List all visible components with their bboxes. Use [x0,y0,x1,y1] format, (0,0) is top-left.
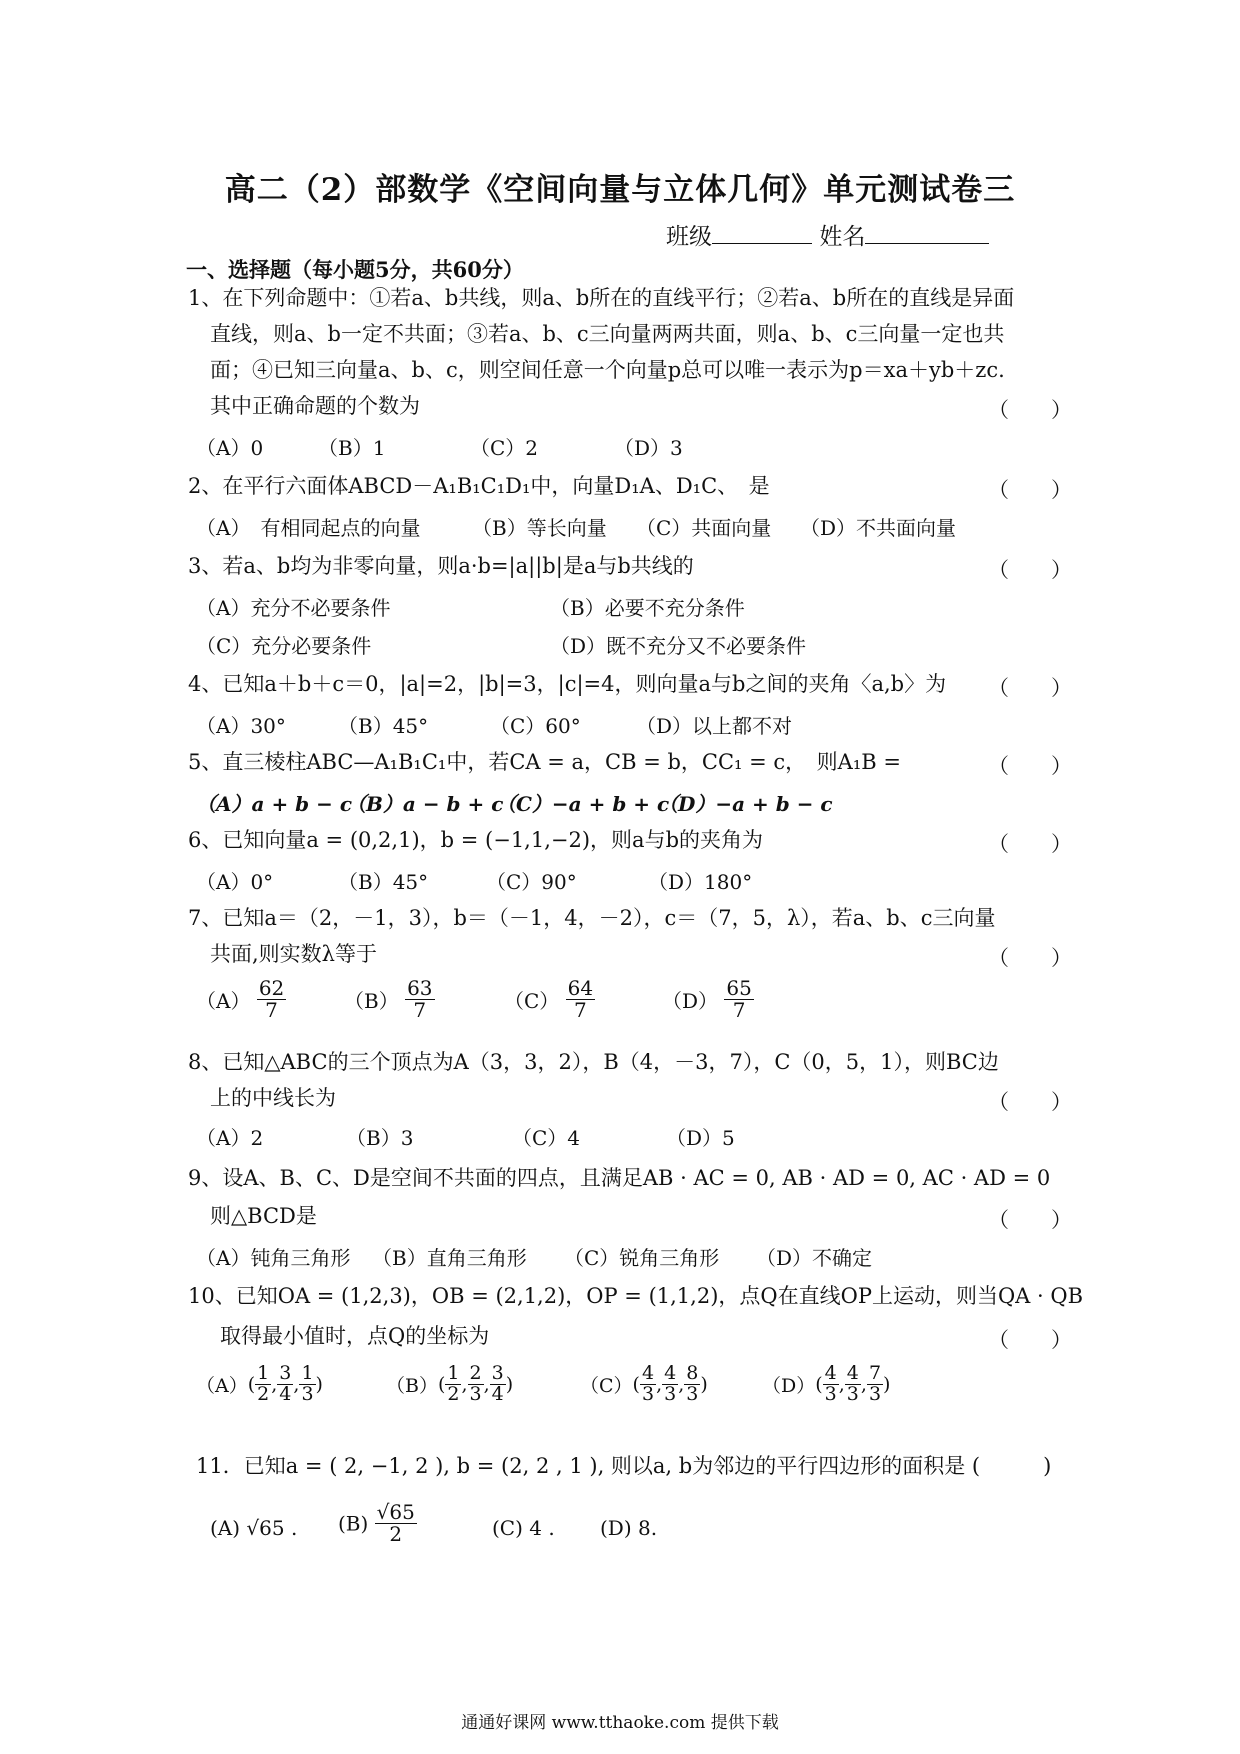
question-3-options [196,592,1096,662]
option: (C) 4 . [492,1516,555,1540]
right-paren: ) [315,1373,323,1396]
denominator: 3 [301,1382,314,1405]
fraction [468,1364,484,1405]
fraction [445,1364,461,1405]
numerator: 7 [868,1362,882,1384]
fraction [684,1364,700,1405]
question-7-line-1: 7、已知a＝（2，－1，3），b＝（－1，4，－2），c＝（7，5，λ），若a、b、c三向量 [188,906,996,930]
numerator: √65 [376,1500,415,1524]
option: （B）1 [318,436,386,460]
option: （C）90° [486,870,577,894]
option: （B）45° [338,870,429,894]
question-6-answer-paren: （ ） [988,832,1072,856]
fraction [405,978,434,1021]
numerator: 64 [567,976,594,1000]
option-letter: （B） [344,989,399,1013]
student-info-line [666,218,989,251]
option: （D）以上都不对 [636,714,793,738]
option: （A）2 [196,1126,264,1150]
question-2-answer-paren: （ ） [988,478,1072,502]
question-8-options [196,1122,1096,1152]
left-paren: ( [247,1373,256,1396]
question-1-line-1: 1、在下列命题中：①若a、b共线，则a、b所在的直线平行；②若a、b所在的直线是异面 [188,286,1015,310]
footer: 通通好课网 www.tthaoke.com 提供下载 [461,1713,779,1733]
fraction [257,978,286,1021]
question-6-options [196,866,1096,896]
question-2-text: 2、在平行六面体ABCD－A₁B₁C₁D₁中，向量D₁A、D₁C、 是 [188,474,770,498]
page-title: 高二（2）部数学《空间向量与立体几何》单元测试卷三 [224,172,1016,208]
numerator: 3 [491,1362,504,1384]
fraction [299,1364,315,1405]
option: (A) √65 . [210,1516,298,1540]
denominator: 3 [868,1382,882,1405]
option: （A）30° [196,714,286,738]
option: （B）45° [338,714,429,738]
option: （D）−a + b − c [658,792,833,816]
denominator: 3 [846,1382,859,1405]
option-letter: （D） [762,1374,816,1397]
question-9-line-1: 9、设A、B、C、D是空间不共面的四点，且满足AB · AC = 0, AB · AD = 0, AC · AD = 0 [188,1166,1051,1190]
class-blank [712,223,812,244]
right-paren: ) [505,1373,514,1396]
question-7-line-2: 共面,则实数λ等于 [210,942,377,966]
question-11-options [210,1502,1110,1566]
denominator: 7 [265,998,278,1022]
denominator: 2 [257,1382,270,1405]
comma: , [461,1373,468,1396]
question-1-answer-paren: （ ） [988,398,1072,422]
option: （A）a + b − c [196,792,353,816]
option: （C）4 [512,1126,581,1150]
question-8-answer-paren: （ ） [988,1090,1072,1114]
option-letter: （B） [386,1374,438,1397]
numerator: 4 [846,1362,859,1384]
fraction [277,1364,293,1405]
option: （C）60° [490,714,581,738]
question-4-text: 4、已知a＋b＋c＝0，|a|=2，|b|=3，|c|=4，则向量a与b之间的夹角〈a,b〉为 [188,672,947,696]
left-paren: ( [632,1373,640,1396]
option [580,1364,708,1405]
numerator: 62 [258,976,285,1000]
option-letter: （D） [662,989,719,1013]
denominator: 3 [686,1382,699,1405]
option: （D）既不充分又不必要条件 [550,634,807,658]
question-10-line-2: 取得最小值时，点Q的坐标为 [220,1324,490,1348]
option [762,1364,890,1405]
numerator: 8 [686,1362,699,1384]
denominator: 3 [641,1382,655,1405]
comma: , [293,1373,300,1396]
fraction [724,978,753,1021]
option: （D）不确定 [756,1246,873,1270]
option: （B）a − b + c [346,792,504,816]
option: （B）直角三角形 [372,1246,527,1270]
question-3-text: 3、若a、b均为非零向量，则a·b=|a||b|是a与b共线的 [188,554,694,578]
question-5-options [196,788,1096,818]
question-9-options [196,1242,1096,1272]
fraction [662,1364,678,1405]
fraction [823,1364,839,1405]
option: （D）3 [614,436,683,460]
option [504,978,595,1021]
option-letter: （A） [196,989,251,1013]
option-letter: （C） [580,1374,633,1397]
comma: , [678,1373,685,1396]
fraction [566,978,595,1021]
comma: , [483,1373,490,1396]
question-10-line-1: 10、已知OA = (1,2,3)，OB = (2,1,2)，OP = (1,1,2)，点Q在直线OP上运动，则当QA · QB [188,1284,1084,1308]
option [196,978,286,1021]
option [662,978,754,1021]
numerator: 4 [824,1362,837,1384]
left-paren: ( [815,1373,823,1396]
option [386,1364,513,1405]
question-5-answer-paren: （ ） [988,754,1072,778]
question-8-line-1: 8、已知△ABC的三个顶点为A（3，3，2），B（4，－3，7），C（0，5，1），则BC边 [188,1050,999,1074]
denominator: 2 [447,1382,460,1405]
numerator: 2 [469,1362,482,1384]
numerator: 1 [447,1362,460,1384]
option: （A） 有相同起点的向量 [196,516,421,540]
name-blank [865,223,989,244]
question-1-line-2: 直线，则a、b一定不共面；③若a、b、c三向量两两共面，则a、b、c三向量一定也共 [210,322,1005,346]
question-4-options [196,710,1096,740]
option [338,1502,417,1545]
option-letter: （C） [504,989,560,1013]
option: （B）必要不充分条件 [550,596,745,620]
option: (D) 8. [600,1516,658,1540]
option: （C）充分必要条件 [196,634,372,658]
option: （C）−a + b + c [496,792,670,816]
question-1-line-4: 其中正确命题的个数为 [210,394,420,418]
name-label: 姓名 [819,224,866,250]
denominator: 3 [824,1382,837,1405]
numerator: 1 [301,1362,314,1384]
numerator: 1 [257,1362,270,1384]
denominator: 4 [491,1382,504,1405]
question-4-answer-paren: （ ） [988,676,1072,700]
denominator: 3 [664,1382,677,1405]
option-letter: (B) [338,1511,369,1536]
option: （A）充分不必要条件 [196,596,391,620]
question-10-options [196,1364,1096,1428]
question-7-options [196,978,1096,1042]
fraction [255,1364,271,1405]
question-6-text: 6、已知向量a = (0,2,1)，b = (−1,1,−2)，则a与b的夹角为 [188,828,764,852]
question-1-options [196,432,1096,462]
option [344,978,435,1021]
fraction [845,1364,861,1405]
question-5-text: 5、直三棱柱ABC—A₁B₁C₁中，若CA = a，CB = b，CC₁ = c， 则A₁B = [188,750,901,774]
question-7-answer-paren: （ ） [988,946,1072,970]
numerator: 4 [641,1362,655,1384]
option: （C）锐角三角形 [564,1246,720,1270]
question-8-line-2: 上的中线长为 [210,1086,336,1110]
question-3-answer-paren: （ ） [988,558,1072,582]
section-heading: 一、选择题（每小题5分，共60分） [186,257,524,282]
right-paren: ) [700,1373,708,1396]
comma: , [656,1373,663,1396]
numerator: 4 [664,1362,677,1384]
option: （B）3 [346,1126,414,1150]
question-11-text: 11．已知a = ( 2, −1, 2 ), b = (2, 2 , 1 ), 则以a, b为邻边的平行四边形的面积是 ( ) [196,1454,1052,1478]
fraction [375,1502,417,1545]
denominator: 7 [413,998,427,1022]
question-1-line-3: 面；④已知三向量a、b、c，则空间任意一个向量p总可以唯一表示为p＝xa＋yb＋zc. [210,358,1005,382]
option: （B）等长向量 [472,516,607,540]
denominator: 2 [389,1522,403,1546]
fraction [867,1364,883,1405]
option: （D）不共面向量 [800,516,957,540]
option: （C）2 [470,436,539,460]
option: （A）钝角三角形 [196,1246,351,1270]
left-paren: ( [437,1373,446,1396]
class-label: 班级 [666,224,712,250]
question-10-answer-paren: （ ） [988,1328,1072,1352]
denominator: 7 [732,998,746,1022]
denominator: 4 [279,1382,292,1405]
numerator: 63 [407,976,433,1000]
option: （A）0° [196,870,274,894]
question-9-answer-paren: （ ） [988,1208,1072,1232]
question-9-line-2: 则△BCD是 [210,1204,317,1228]
option: （C）共面向量 [636,516,772,540]
right-paren: ) [883,1373,891,1396]
option-letter: （A） [196,1374,248,1397]
denominator: 3 [469,1382,482,1405]
option: （D）5 [666,1126,735,1150]
denominator: 7 [574,998,587,1022]
comma: , [860,1373,867,1396]
comma: , [838,1373,845,1396]
fraction [640,1364,656,1405]
option: （A）0 [196,436,264,460]
fraction [490,1364,506,1405]
option [196,1364,323,1405]
option: （D）180° [648,870,753,894]
comma: , [271,1373,278,1396]
question-2-options [196,512,1096,542]
numerator: 3 [279,1362,292,1384]
numerator: 65 [726,976,752,1000]
